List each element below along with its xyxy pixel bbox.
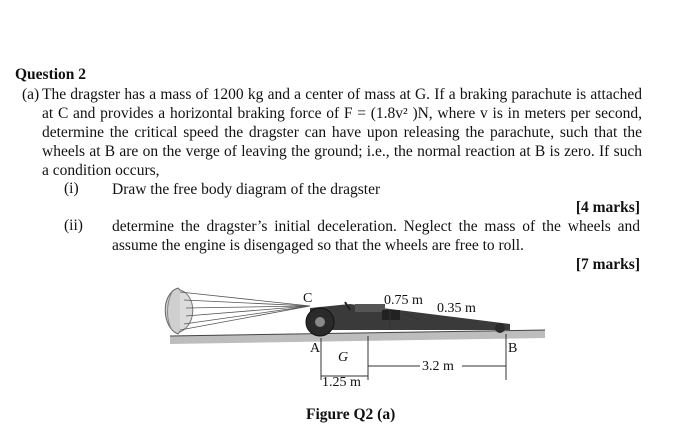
dim-035: 0.35 m	[437, 301, 476, 316]
dim-075: 0.75 m	[384, 293, 423, 308]
dim-125: 1.25 m	[322, 375, 361, 390]
parachute	[165, 288, 313, 334]
dragster-diagram	[150, 280, 550, 405]
label-C: C	[303, 291, 313, 306]
sub-i-marks: [4 marks]	[575, 199, 640, 216]
question-heading: Question 2	[15, 66, 87, 83]
sub-ii-label: (ii)	[64, 217, 83, 234]
label-G: G	[338, 350, 349, 365]
figure-caption: Figure Q2 (a)	[306, 406, 396, 423]
sub-ii-text: determine the dragster’s initial deceleration. Neglect the mass of the wheels and assume the engine is disengaged so that the wheels are free to roll.	[112, 218, 640, 254]
ground	[170, 330, 545, 344]
sub-ii-marks: [7 marks]	[575, 256, 640, 273]
label-A: A	[310, 341, 321, 356]
part-a	[22, 85, 642, 180]
part-a-text: The dragster has a mass of 1200 kg and a center of mass at G. If a braking parachute is attached at C and provides a horizontal braking force of F = (1.8v² )N, where v is in meters per second, determine the critical speed the dragster can have upon releasing the parachute, such that the wheels at B are on the verge of leaving the ground; i.e., the normal reaction at B is zero. If such a condition occurs,	[42, 86, 642, 179]
dragster-figure	[150, 280, 550, 410]
label-B: B	[508, 341, 518, 356]
part-a-label: (a)	[22, 86, 40, 103]
sub-i-text: Draw the free body diagram of the dragster	[112, 181, 381, 198]
sub-i-label: (i)	[64, 180, 79, 197]
dim-32: 3.2 m	[422, 359, 454, 374]
